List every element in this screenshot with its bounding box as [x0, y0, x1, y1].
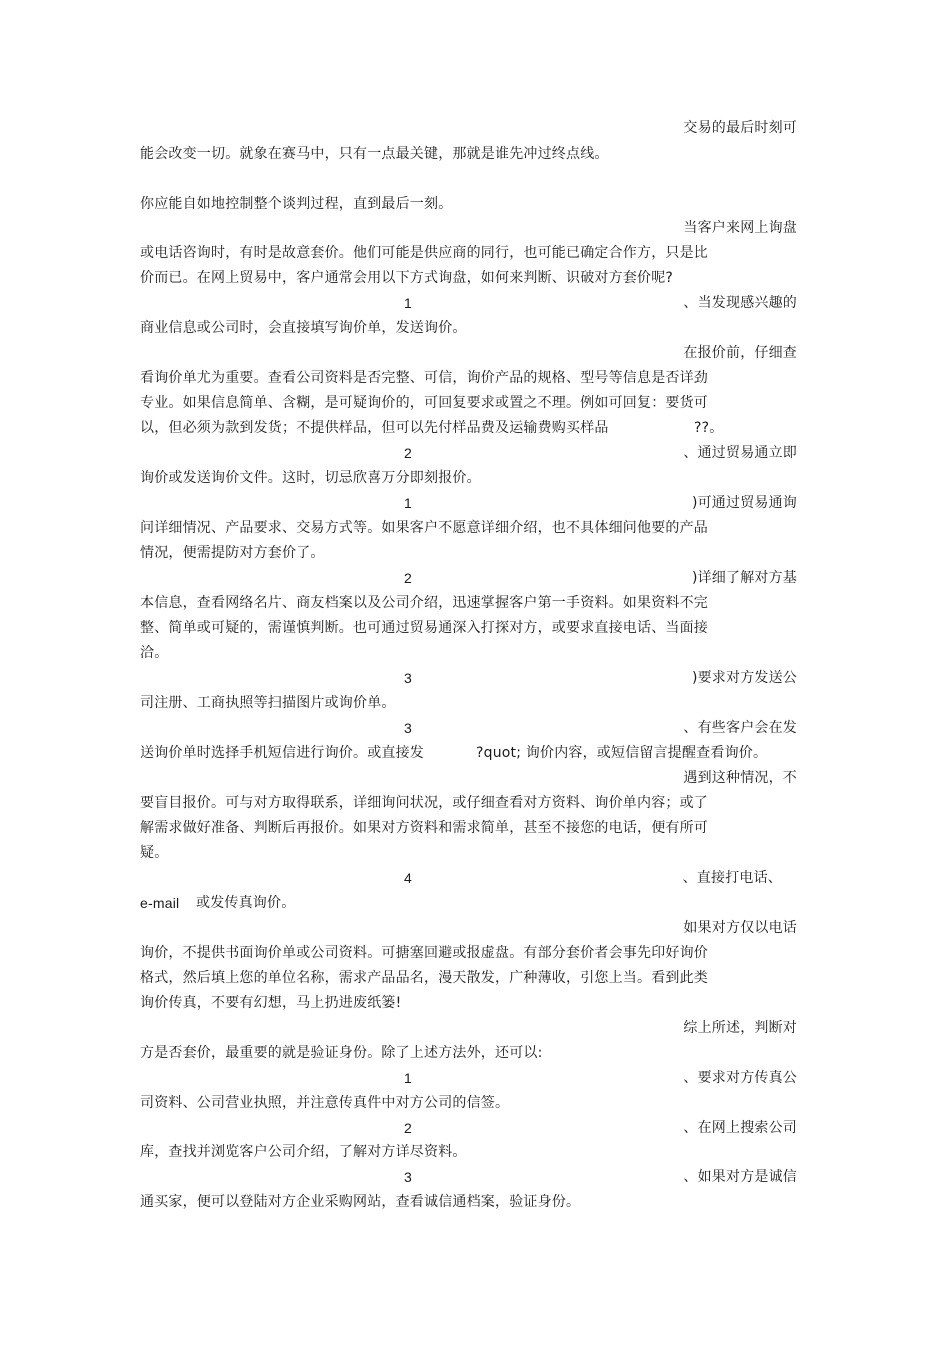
text-line: 库，查找并浏览客户公司介绍，了解对方详尽资料。: [140, 1144, 467, 1160]
text-line: 以，但必须为款到发货；不提供样品，但可以先付样品费及运输费购买样品: [140, 420, 609, 436]
text-line: 、通过贸易通立即: [683, 445, 797, 461]
text-line: 、如果对方是诚信: [683, 1169, 797, 1185]
text-line: 要盲目报价。可与对方取得联系，详细询问状况，或仔细查看对方资料、询价单内容；或了: [140, 795, 708, 811]
list-number: 2: [404, 570, 412, 586]
text-line: 整、简单或可疑的，需谨慎判断。也可通过贸易通深入打探对方，或要求直接电话、当面接: [140, 620, 708, 636]
text-line: 遇到这种情况，不: [683, 770, 797, 786]
list-number: 2: [404, 445, 412, 461]
text-line: 格式，然后填上您的单位名称，需求产品品名，漫天散发，广种薄收，引您上当。看到此类: [140, 970, 708, 986]
text-line: 方是否套价，最重要的就是验证身份。除了上述方法外，还可以:: [140, 1045, 543, 1061]
text-line: 询价传真，不要有幻想，马上扔进废纸篓!: [140, 995, 402, 1011]
text-line: )详细了解对方基: [691, 570, 797, 586]
text-line: 看询价单尤为重要。查看公司资料是否完整、可信，询价产品的规格、型号等信息是否详劲: [140, 370, 708, 386]
list-number: 3: [404, 720, 412, 736]
text-line: 、直接打电话、: [682, 870, 782, 886]
text-line: 通买家，便可以登陆对方企业采购网站，查看诚信通档案，验证身份。: [140, 1194, 581, 1210]
text-line: 或电话咨询时，有时是故意套价。他们可能是供应商的同行，也可能已确定合作方，只是比: [140, 245, 708, 261]
text-line: 洽。: [140, 645, 169, 661]
text-line: 、当发现感兴趣的: [683, 295, 797, 311]
list-number: 3: [404, 1169, 412, 1185]
text-line: 专业。如果信息简单、含糊，是可疑询价的，可回复要求或置之不理。例如可回复：要货可: [140, 395, 708, 411]
text-line: 、在网上搜索公司: [683, 1120, 797, 1136]
text-line: 疑。: [140, 845, 169, 861]
text-line: 在报价前，仔细查: [683, 345, 797, 361]
text-line: 、要求对方传真公: [683, 1070, 797, 1086]
text-line: 你应能自如地控制整个谈判过程，直到最后一刻。: [140, 196, 453, 212]
text-line: 司注册、工商执照等扫描图片或询价单。: [140, 695, 396, 711]
text-line: 、有些客户会在发: [683, 720, 797, 736]
list-number: 3: [404, 670, 412, 686]
text-line: 或发传真询价。: [196, 895, 296, 911]
list-number: 2: [404, 1120, 412, 1136]
list-number: 1: [404, 495, 412, 511]
text-line: e-mail: [140, 895, 180, 911]
text-line: 综上所述，判断对: [683, 1020, 797, 1036]
text-line: ??。: [694, 420, 724, 436]
text-line: ?quot; 询价内容，或短信留言提醒查看询价。: [476, 745, 768, 761]
text-line: 送询价单时选择手机短信进行询价。或直接发: [140, 745, 424, 761]
list-number: 1: [404, 295, 412, 311]
list-number: 4: [404, 870, 412, 886]
text-line: 当客户来网上询盘: [683, 220, 797, 236]
text-line: 解需求做好准备、判断后再报价。如果对方资料和需求简单，甚至不接您的电话，便有所可: [140, 820, 708, 836]
text-line: )可通过贸易通询: [691, 495, 797, 511]
text-line: 询价或发送询价文件。这时，切忌欣喜万分即刻报价。: [140, 470, 481, 486]
text-line: 能会改变一切。就象在赛马中，只有一点最关键，那就是谁先冲过终点线。: [140, 146, 609, 162]
text-line: 司资料、公司营业执照，并注意传真件中对方公司的信签。: [140, 1095, 510, 1111]
text-line: 价而已。在网上贸易中，客户通常会用以下方式询盘，如何来判断、识破对方套价呢?: [140, 270, 674, 286]
text-line: 交易的最后时刻可: [683, 120, 797, 136]
text-line: 本信息，查看网络名片、商友档案以及公司介绍，迅速掌握客户第一手资料。如果资料不完: [140, 595, 708, 611]
text-line: 如果对方仅以电话: [683, 920, 797, 936]
text-line: 情况，便需提防对方套价了。: [140, 545, 325, 561]
text-line: 商业信息或公司时，会直接填写询价单，发送询价。: [140, 320, 467, 336]
list-number: 1: [404, 1070, 412, 1086]
text-line: 问详细情况、产品要求、交易方式等。如果客户不愿意详细介绍，也不具体细问他要的产品: [140, 520, 708, 536]
text-line: 询价，不提供书面询价单或公司资料。可搪塞回避或报虚盘。有部分套价者会事先印好询价: [140, 945, 708, 961]
text-line: )要求对方发送公: [691, 670, 797, 686]
